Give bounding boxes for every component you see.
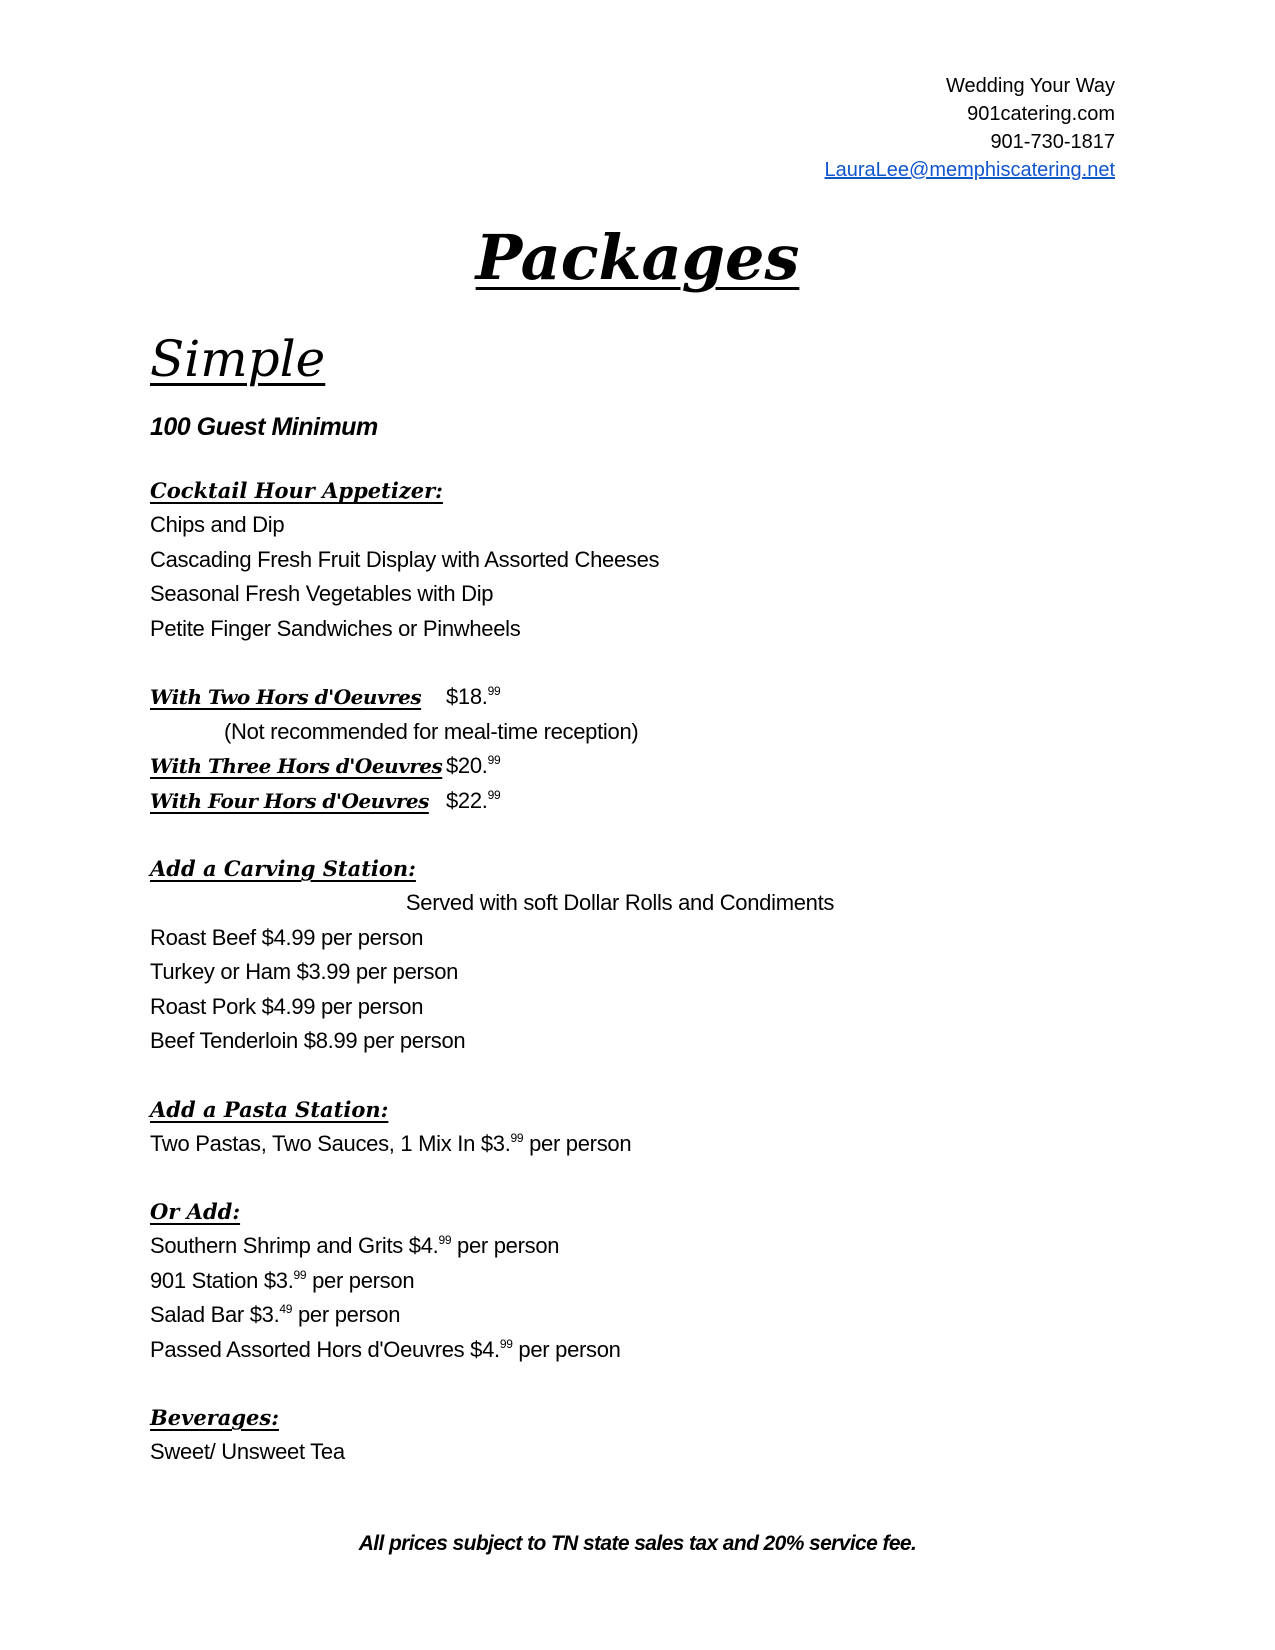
or-add-item: Passed Assorted Hors d'Oeuvres $4.99 per person [150, 1336, 621, 1362]
option-price: $22.99 [446, 787, 501, 813]
carving-subtitle: Served with soft Dollar Rolls and Condiments [405, 890, 835, 915]
option-price: $18.99 [446, 684, 501, 709]
option-label: With Three Hors d'Oeuvres [150, 754, 443, 778]
carving-item: Roast Pork $4.99 per person [150, 993, 424, 1019]
carving-item: Beef Tenderloin $8.99 per person [150, 1028, 466, 1053]
option-price: $20.99 [446, 753, 501, 778]
carving-item: Roast Beef $4.99 per person [150, 924, 424, 950]
or-add-item: Southern Shrimp and Grits $4.99 per person [150, 1233, 560, 1258]
contact-block [825, 72, 1115, 184]
footer-note: All prices subject to TN state sales tax and 20% service fee. [358, 1532, 917, 1555]
pasta-heading: Add a Pasta Station: [150, 1096, 389, 1122]
option-label: With Four Hors d'Oeuvres [150, 788, 429, 813]
beverages-heading: Beverages: [150, 1405, 279, 1430]
beverage-item: Sweet/ Unsweet Tea [150, 1439, 345, 1464]
page-title: Packages [475, 221, 800, 294]
website-text: 901catering.com [967, 103, 1115, 125]
option-four-hors-doeuvres [150, 784, 1130, 819]
carving-item: Turkey or Ham $3.99 per person [150, 959, 459, 984]
carving-heading: Add a Carving Station: [150, 856, 416, 881]
cocktail-heading: Cocktail Hour Appetizer: [150, 478, 443, 503]
cocktail-item: Seasonal Fresh Vegetables with Dip [150, 581, 494, 606]
email-link[interactable]: LauraLee@memphiscatering.net [824, 159, 1115, 181]
option-label: With Two Hors d'Oeuvres [150, 685, 422, 709]
or-add-item: 901 Station $3.99 per person [150, 1267, 415, 1293]
option-two-hors-doeuvres [150, 680, 1130, 715]
option-three-hors-doeuvres [150, 749, 1130, 784]
pasta-item: Two Pastas, Two Sauces, 1 Mix In $3.99 per person [150, 1130, 632, 1156]
cocktail-item: Chips and Dip [150, 512, 285, 537]
guest-minimum: 100 Guest Minimum [150, 413, 378, 441]
cocktail-item: Petite Finger Sandwiches or Pinwheels [150, 615, 521, 641]
option-note: (Not recommended for meal-time reception) [224, 718, 639, 744]
company-name: Wedding Your Way [946, 75, 1115, 97]
package-name: Simple [150, 330, 326, 388]
or-add-heading: Or Add: [150, 1199, 241, 1224]
package-content [150, 326, 1130, 1470]
phone-text: 901-730-1817 [990, 131, 1115, 153]
or-add-item: Salad Bar $3.49 per person [150, 1302, 401, 1327]
cocktail-item: Cascading Fresh Fruit Display with Assorted Cheeses [150, 546, 660, 572]
